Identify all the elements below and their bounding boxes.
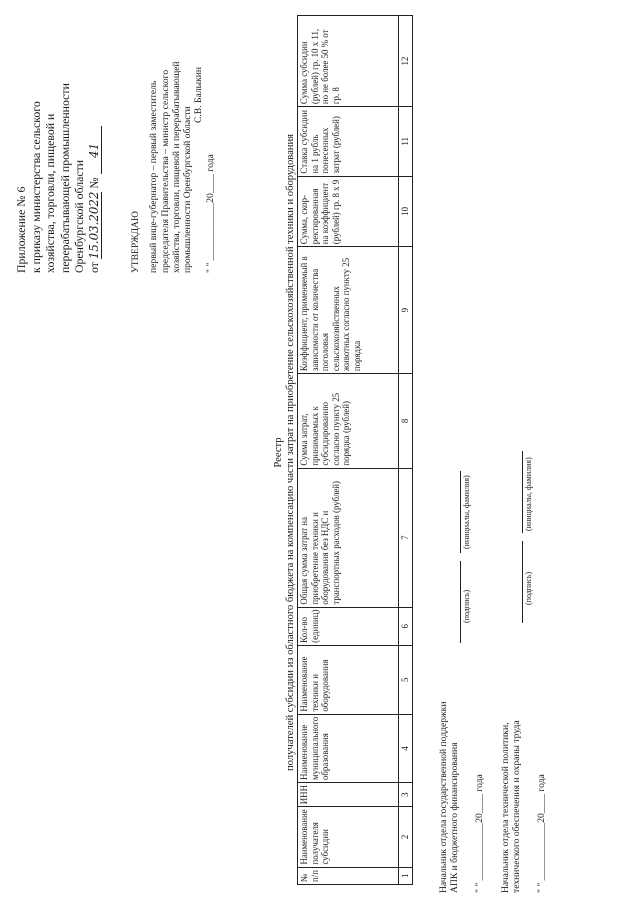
signature-caption: (подпись) (462, 589, 471, 623)
signature-block-support (438, 702, 460, 893)
name-line (522, 451, 523, 533)
header-cell: Наименование техники и оборудования (298, 645, 399, 714)
column-number: 1 (399, 867, 413, 884)
approval-line: промышленности Оренбургской области (182, 106, 194, 273)
column-number: 10 (399, 176, 413, 247)
registry-subtitle: получателей субсидии из областного бюджета на компенсацию части затрат на приобретение сельскохозяйственной техники и оборудования (285, 133, 296, 772)
name-caption: (инициалы, фамилия) (524, 457, 533, 531)
header-cell: Сумма субсидии (рублей) гр. 10 x 11, но не более 50 % от гр. 8 (298, 16, 399, 107)
appendix-line: к приказу министерства сельского (28, 101, 43, 273)
registry-title: Реестр (273, 437, 284, 468)
column-number: 3 (399, 783, 413, 807)
appendix-line: хозяйства, торговли, пищевой и (43, 113, 57, 273)
approval-date-line: " " ____________20____ года (204, 154, 216, 273)
signature-line (460, 561, 461, 643)
column-number: 4 (399, 714, 413, 782)
table-header-row (298, 16, 399, 885)
header-cell: Сумма затрат, принимаемых к субсидированию согласно пункту 25 порядка (рублей) (298, 374, 399, 468)
from-label: от (86, 262, 101, 273)
handwritten-number: 41 (87, 126, 103, 174)
approval-block (130, 61, 216, 273)
number-label: № (86, 177, 101, 189)
approval-heading: УТВЕРЖДАЮ (130, 211, 141, 273)
approval-line: первый вице-губернатор – первый заместитель (148, 80, 160, 273)
header-cell: Сумма, скор-ректированная на коэффициент (рублей) гр. 8 x 9 (298, 176, 399, 247)
signature-title-line: технического обеспечения и охраны труда (511, 720, 522, 893)
column-number: 9 (399, 247, 413, 374)
signature-caption: (подпись) (524, 571, 533, 605)
signature-date-line: " " ____________20____ года (474, 774, 485, 893)
signature-title-line: Начальник отдела государственной поддержки (438, 701, 449, 893)
appendix-line: Приложение № 6 (14, 186, 28, 273)
table-number-row (399, 16, 413, 885)
signature-block-technical (500, 720, 522, 893)
header-cell: ИНН (298, 783, 399, 807)
column-number: 7 (399, 468, 413, 607)
appendix-block (14, 83, 102, 273)
column-number: 2 (399, 807, 413, 867)
registry-table (297, 15, 413, 885)
signature-line (522, 541, 523, 623)
signature-date-line: " " ____________20____ года (536, 774, 547, 893)
column-number: 6 (399, 607, 413, 645)
column-number: 11 (399, 107, 413, 176)
handwritten-date: 15.03.2022 (86, 191, 101, 260)
approval-line: хозяйства, торговли, пищевой и перерабатывающей (170, 61, 182, 273)
appendix-line: Оренбургской области (72, 159, 86, 273)
column-number: 8 (399, 374, 413, 468)
header-cell: Ставка субсидии на 1 рубль понесенных затрат (рублей) (298, 107, 399, 176)
column-number: 5 (399, 645, 413, 714)
header-cell: № п/п (298, 867, 399, 884)
header-cell: Кол-во (единиц) (298, 607, 399, 645)
name-caption: (инициалы, фамилия) (462, 475, 471, 549)
header-cell: Наименование получателя субсидии (298, 807, 399, 867)
appendix-date-number-line (87, 83, 103, 273)
header-cell: Наименование муниципального образования (298, 714, 399, 782)
header-cell: Коэффициент, применяемый в зависимости от количества поголовья сельскохозяйственных животных согласно пункту 25 порядка (298, 247, 399, 374)
header-cell: Общая сумма затрат на приобретение техники и оборудования без НДС и транспортных расходов (рублей) (298, 468, 399, 607)
approval-line: председателя Правительства – министр сельского (159, 69, 171, 273)
signature-title-line: Начальник отдела технической политики, (500, 722, 511, 893)
column-number: 12 (399, 16, 413, 107)
appendix-line: перерабатывающей промышленности (57, 83, 72, 273)
signature-title-line: АПК и бюджетного финансирования (449, 742, 460, 893)
approval-signer: С.В. Балыкин (193, 66, 205, 123)
name-line (460, 471, 461, 553)
